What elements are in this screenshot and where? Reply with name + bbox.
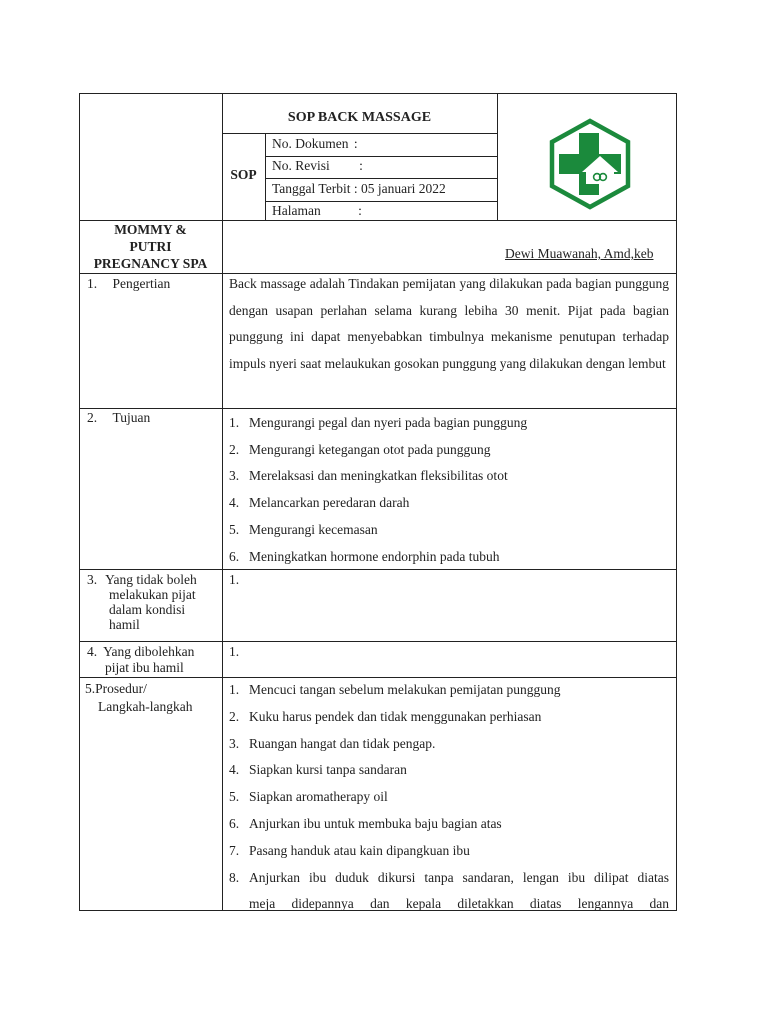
list-item: 6. Anjurkan ibu untuk membuka baju bagian atas <box>229 815 502 831</box>
organization-name: MOMMY & PUTRI PREGNANCY SPA <box>93 222 208 271</box>
table-border-top <box>79 93 677 94</box>
table-border-left <box>79 93 80 911</box>
health-cross-logo-icon <box>548 118 632 210</box>
list-item: 3. Merelaksasi dan meningkatkan fleksibilitas otot <box>229 468 508 484</box>
section-tidak-boleh-label: 3. Yang tidak boleh melakukan pijat dalam kondisi hamil <box>87 572 197 632</box>
tidak-boleh-item: 1. <box>229 572 240 587</box>
tidak-boleh-row-divider <box>79 641 677 642</box>
column-divider <box>222 93 223 911</box>
list-item: 1. Mengurangi pegal dan nyeri pada bagian punggung <box>229 415 528 430</box>
list-item: 4. Melancarkan peredaran darah <box>229 495 410 511</box>
list-item: 8. Anjurkan ibu duduk dikursi tanpa sandaran, lengan ibu dilipat diatas meja didepannya dan kepala diletakkan diatas lengannya dan <box>229 869 669 912</box>
document-title: SOP BACK MASSAGE <box>287 110 432 125</box>
field-halaman: Halaman : <box>272 203 362 218</box>
list-item: 4. Siapkan kursi tanpa sandaran <box>229 762 407 778</box>
tujuan-list <box>229 410 669 570</box>
list-item: 3. Ruangan hangat dan tidak pengap. <box>229 735 436 751</box>
dibolehkan-item: 1. <box>229 644 240 659</box>
list-item: 2. Mengurangi ketegangan otot pada punggung <box>229 441 491 457</box>
field-no-revisi: No. Revisi : <box>272 158 363 173</box>
list-item: 1. Mencuci tangan sebelum melakukan pemijatan punggung <box>229 682 561 697</box>
field-divider-1 <box>265 156 497 157</box>
field-divider-2 <box>265 178 497 179</box>
table-border-right <box>676 93 677 911</box>
signatory-name: Dewi Muawanah, Amd,keb <box>505 246 654 261</box>
list-item: 5. Mengurangi kecemasan <box>229 521 378 537</box>
title-row-divider <box>222 133 497 134</box>
pengertian-row-divider <box>79 408 677 409</box>
list-item: 7. Pasang handuk atau kain dipangkuan ibu <box>229 842 470 858</box>
pengertian-text: Back massage adalah Tindakan pemijatan yang dilakukan pada bagian punggung dengan usapan perlahan selama kurang lebiha 30 menit. Pijat pada bagian punggung ini dapat menyebabkan timbulnya mekanisme penutupan terhadap impuls nyeri saat melaukukan gosokan punggung yang dilakukan dengan lembut <box>229 276 669 371</box>
field-divider-3 <box>265 201 497 202</box>
list-item: 5. Siapkan aromatherapy oil <box>229 789 388 805</box>
sop-cell-divider <box>265 133 266 220</box>
list-item: 6. Meningkatkan hormone endorphin pada tubuh <box>229 548 500 564</box>
field-no-dokumen: No. Dokumen : <box>272 136 358 151</box>
section-pengertian-label: 1. Pengertian <box>87 276 171 291</box>
section-prosedur-label: 5.Prosedur/ Langkah-langkah <box>85 681 193 714</box>
field-tanggal-terbit: Tanggal Terbit : 05 januari 2022 <box>272 181 446 196</box>
logo-cell-divider <box>497 93 498 220</box>
prosedur-list <box>229 677 669 918</box>
section-tujuan-label: 2. Tujuan <box>87 410 151 425</box>
sop-label: SOP <box>230 167 257 182</box>
list-item: 2. Kuku harus pendek dan tidak menggunakan perhiasan <box>229 708 542 724</box>
section-dibolehkan-label: 4. Yang dibolehkan pijat ibu hamil <box>87 644 195 675</box>
